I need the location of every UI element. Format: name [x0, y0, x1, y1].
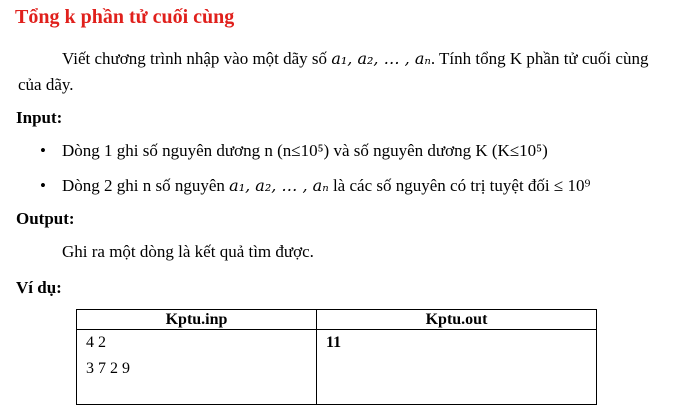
statement-text: Viết chương trình nhập vào một dãy số	[62, 49, 332, 68]
input-item-1-text: Dòng 1 ghi số nguyên dương n (n≤10⁵) và số nguyên dương K (K≤10⁵)	[62, 141, 548, 160]
output-description: Ghi ra một dòng là kết quả tìm được.	[62, 242, 314, 261]
input-item-1	[40, 141, 548, 161]
input-item-2	[40, 176, 590, 196]
sequence-math: a₁, a₂, … , aₙ	[229, 176, 329, 195]
output-line: 11	[326, 334, 342, 351]
output-heading: Output:	[16, 209, 75, 228]
input-item-2-text: Dòng 2 ghi n số nguyên	[62, 176, 230, 195]
input-line: 4 2	[86, 334, 106, 351]
table-cell-output	[317, 330, 597, 405]
bullet-icon: •	[40, 141, 46, 160]
table-cell-input	[77, 330, 317, 405]
statement-text-cont: . Tính tổng K phần tử cuối cùng của dãy.	[18, 49, 649, 94]
example-heading: Ví dụ:	[16, 278, 62, 297]
input-heading: Input:	[16, 108, 63, 127]
table-header-output: Kptu.out	[317, 310, 597, 330]
table-header-input: Kptu.inp	[77, 310, 317, 330]
example-table	[76, 309, 597, 405]
table-row	[77, 330, 597, 405]
input-item-2-text-cont: là các số nguyên có trị tuyệt đối ≤ 10⁹	[328, 176, 591, 195]
input-line: 3 7 2 9	[86, 360, 130, 377]
table-header-row	[77, 310, 597, 330]
problem-statement	[18, 46, 668, 98]
sequence-math: a₁, a₂, … , aₙ	[331, 49, 431, 68]
bullet-icon: •	[40, 176, 46, 195]
page-title: Tổng k phần tử cuối cùng	[15, 6, 235, 28]
